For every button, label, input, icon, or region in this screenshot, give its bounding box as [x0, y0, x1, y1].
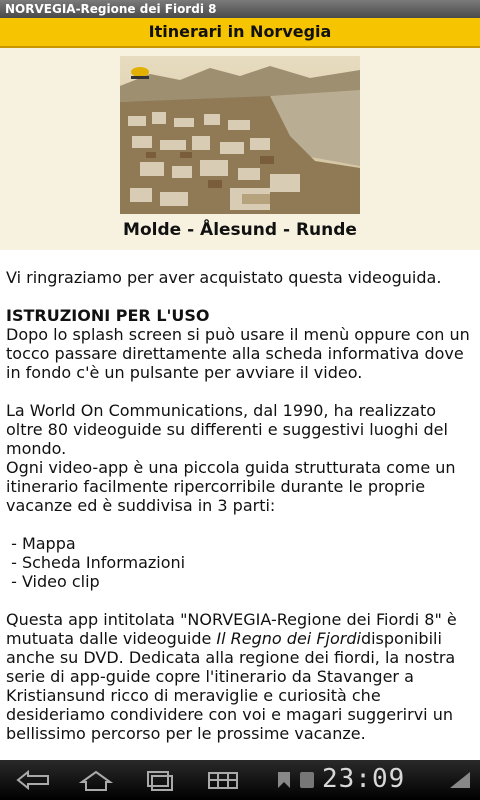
hero-section — [0, 48, 480, 250]
page-title: Itinerari in Norvegia — [148, 22, 332, 41]
page-header — [0, 18, 480, 48]
clock: 23:09 — [322, 764, 406, 794]
signal-icon — [446, 768, 474, 792]
home-icon — [78, 768, 114, 792]
city-photo — [120, 56, 360, 214]
notification-icon — [272, 768, 320, 792]
app-description-paragraph: Ogni video-app è una piccola guida strutturata come un itinerario facilmente ripercorribile durante le proprie vacanze ed è suddivisa in 3 parti: — [6, 458, 456, 515]
app-title-bar — [0, 0, 480, 18]
instructions-paragraph: Dopo lo splash screen si può usare il menù oppure con un tocco passare direttamente alla scheda informativa dove in fondo c'è un pulsante per avviare il video. — [6, 325, 470, 382]
recent-apps-button[interactable] — [142, 768, 176, 796]
menu-button[interactable] — [206, 768, 240, 796]
thanks-paragraph: Vi ringraziamo per aver acquistato questa videoguida. — [6, 268, 442, 287]
logo-icon — [131, 67, 149, 79]
list-item: - Mappa — [6, 534, 76, 553]
list-item: - Scheda Informazioni — [6, 553, 186, 572]
list-item: - Video clip — [6, 572, 100, 591]
instructions-heading: ISTRUZIONI PER L'USO — [6, 306, 210, 325]
hero-caption: Molde - Ålesund - Runde — [123, 220, 357, 240]
grid-menu-icon — [206, 768, 240, 792]
source-title: Il Regno dei Fjordi — [216, 629, 361, 648]
source-prefix: Questa app intitolata "NORVEGIA-Regione dei Fiordi 8" è mutuata dalle videoguide — [6, 610, 457, 648]
back-button[interactable] — [14, 768, 54, 796]
city-photo-illustration — [120, 56, 360, 214]
system-navigation-bar — [0, 760, 480, 800]
recent-apps-icon — [142, 768, 176, 792]
content-body — [6, 268, 474, 781]
back-arrow-icon — [14, 768, 54, 792]
app-title: NORVEGIA-Regione dei Fiordi 8 — [5, 2, 217, 16]
signal-area — [446, 768, 474, 796]
home-button[interactable] — [78, 768, 114, 796]
company-paragraph: La World On Communications, dal 1990, ha realizzato oltre 80 videoguide su differenti e suggestivi luoghi del mondo. — [6, 401, 448, 458]
source-suffix: disponibili anche su DVD. Dedicata alla regione dei fiordi, la nostra serie di app-guide copre l'itinerario da Stavanger a Kristiansund ricco di meraviglie e curiosità che desideriamo condividere con voi e magari suggerirvi un bellissimo percorso per le prossime vacanze. — [6, 629, 456, 743]
status-icons — [272, 768, 320, 796]
source-paragraph — [6, 610, 474, 743]
